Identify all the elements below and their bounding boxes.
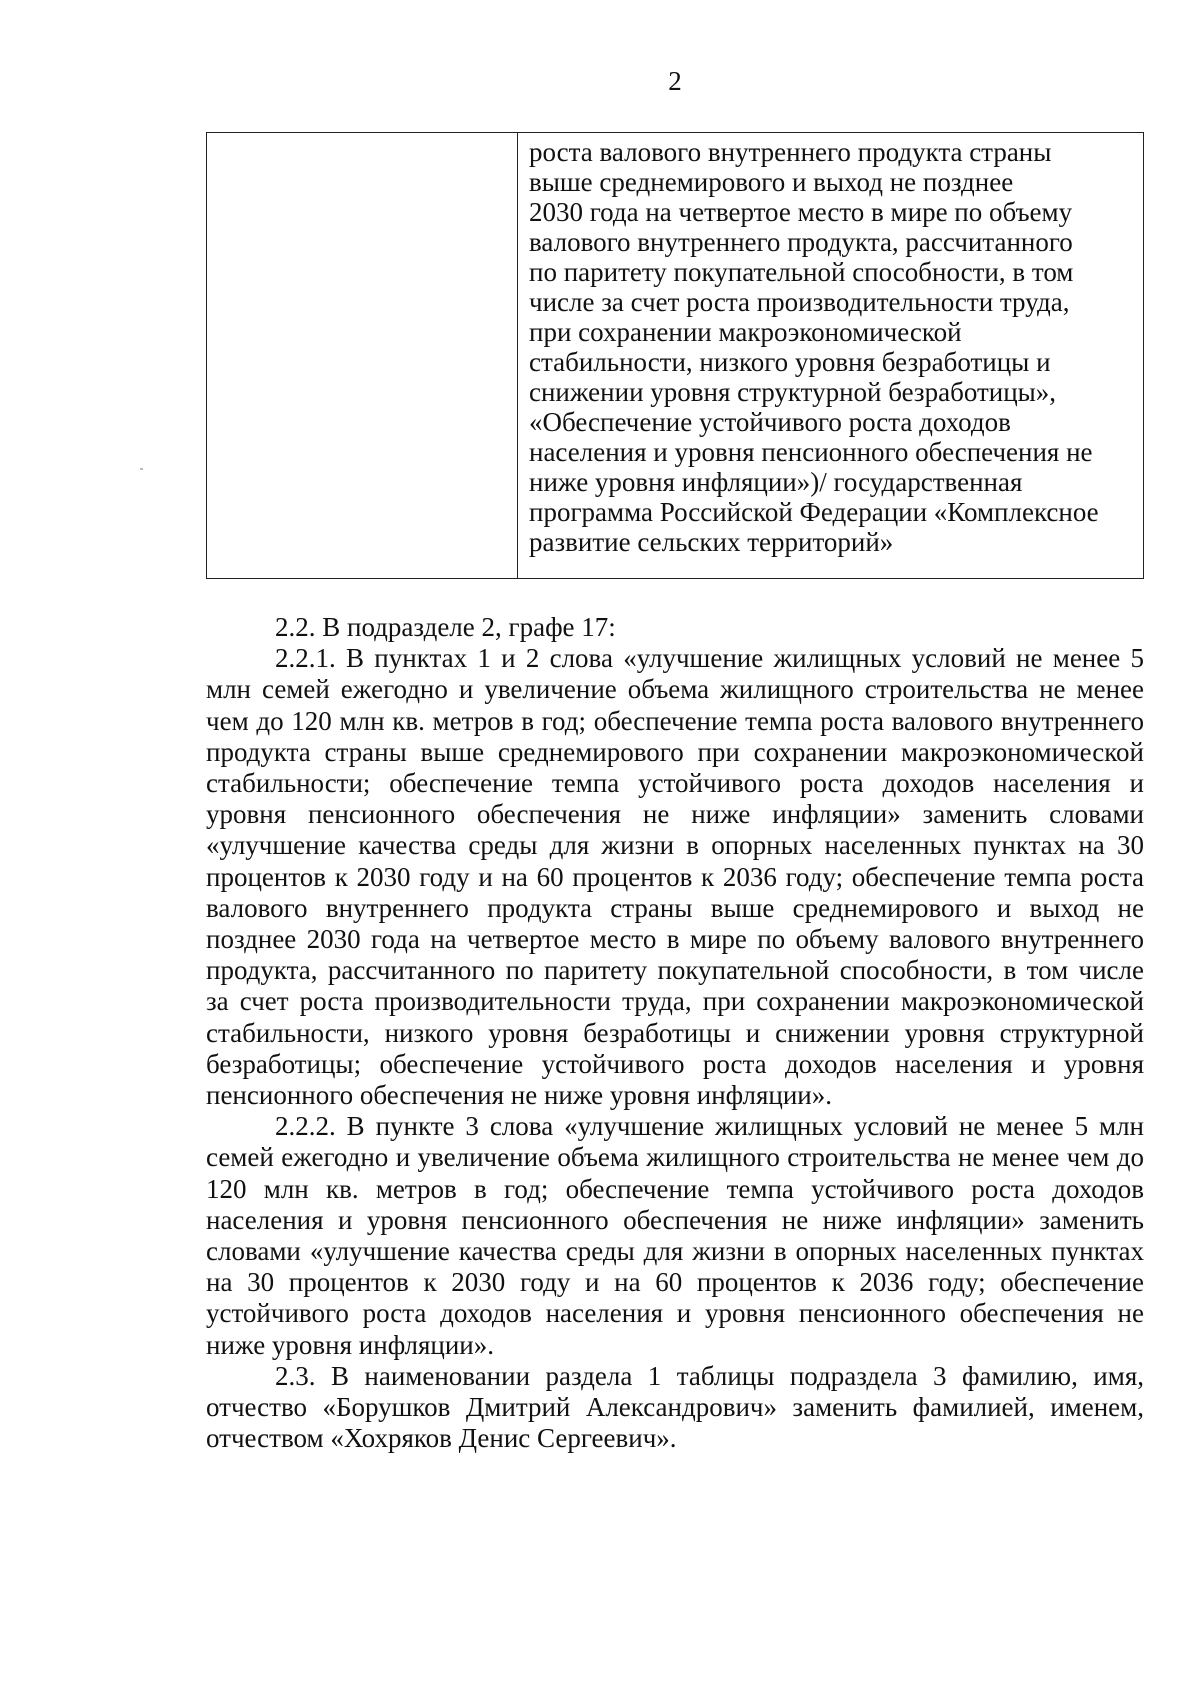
table-line: населения и уровня пенсионного обеспечения не: [529, 437, 1093, 467]
paragraph-2-2-2: 2.2.2. В пункте 3 слова «улучшение жилищных условий не менее 5 млн семей ежегодно и увеличение объема жилищного строительства не менее чем до 120 млн кв. метров в год; обеспечение темпа устойчивого роста доходов населения и уровня пенсионного обеспечения не ниже инфляции» заменить словами «улучшение качества среды для жизни в опорных населенных пунктах на 30 процентов к 2030 году и на 60 процентов к 2036 году; обеспечение устойчивого роста доходов населения и уровня пенсионного обеспечения не ниже уровня инфляции».: [206, 1111, 1144, 1360]
table-line: 2030 года на четвертое место в мире по объему: [529, 197, 1073, 227]
table-line: программа Российской Федерации «Комплексное: [529, 497, 1099, 527]
table-cell-content: [518, 133, 1143, 557]
table-line: при сохранении макроэкономической: [529, 317, 962, 347]
table-line: выше среднемирового и выход не позднее: [529, 167, 1014, 197]
table-line: развитие сельских территорий»: [529, 527, 894, 557]
table-line: ниже уровня инфляции»)/ государственная: [529, 467, 1023, 497]
table-line: числе за счет роста производительности труда,: [529, 287, 1070, 317]
table-line: «Обеспечение устойчивого роста доходов: [529, 407, 1011, 437]
body-text: [206, 612, 1144, 1454]
scan-artifact-mark: [140, 468, 143, 470]
table-row: [207, 133, 1144, 579]
table-line: стабильности, низкого уровня безработицы и: [529, 347, 1051, 377]
page-number: 2: [668, 66, 682, 96]
table-cell-empty: [207, 133, 518, 579]
paragraph-2-2: 2.2. В подразделе 2, графе 17:: [275, 612, 616, 642]
paragraph-2-3: 2.3. В наименовании раздела 1 таблицы подраздела 3 фамилию, имя, отчество «Борушков Дмитрий Александрович» заменить фамилией, именем, отчеством «Хохряков Денис Сергеевич».: [206, 1360, 1144, 1454]
paragraph-2-2-1: 2.2.1. В пунктах 1 и 2 слова «улучшение жилищных условий не менее 5 млн семей ежегодно и увеличение объема жилищного строительства не менее чем до 120 млн кв. метров в год; обеспечение темпа роста валового внутреннего продукта страны выше среднемирового при сохранении макроэкономической стабильности; обеспечение темпа устойчивого роста доходов населения и уровня пенсионного обеспечения не ниже инфляции» заменить словами «улучшение качества среды для жизни в опорных населенных пунктах на 30 процентов к 2030 году и на 60 процентов к 2036 году; обеспечение темпа роста валового внутреннего продукта страны выше среднемирового и выход не позднее 2030 года на четвертое место в мире по объему валового внутреннего продукта, рассчитанного по паритету покупательной способности, в том числе за счет роста производительности труда, при сохранении макроэкономической стабильности, низкого уровня безработицы и снижении уровня структурной безработицы; обеспечение устойчивого роста доходов населения и уровня пенсионного обеспечения не ниже уровня инфляции».: [206, 643, 1144, 1111]
table-cell-text: [518, 133, 1144, 579]
table-line: снижении уровня структурной безработицы»,: [529, 377, 1057, 407]
table-line: роста валового внутреннего продукта страны: [529, 137, 1052, 167]
table-line: валового внутреннего продукта, рассчитанного: [529, 227, 1073, 257]
continuation-table: [206, 132, 1144, 579]
table-line: по паритету покупательной способности, в том: [529, 257, 1074, 287]
